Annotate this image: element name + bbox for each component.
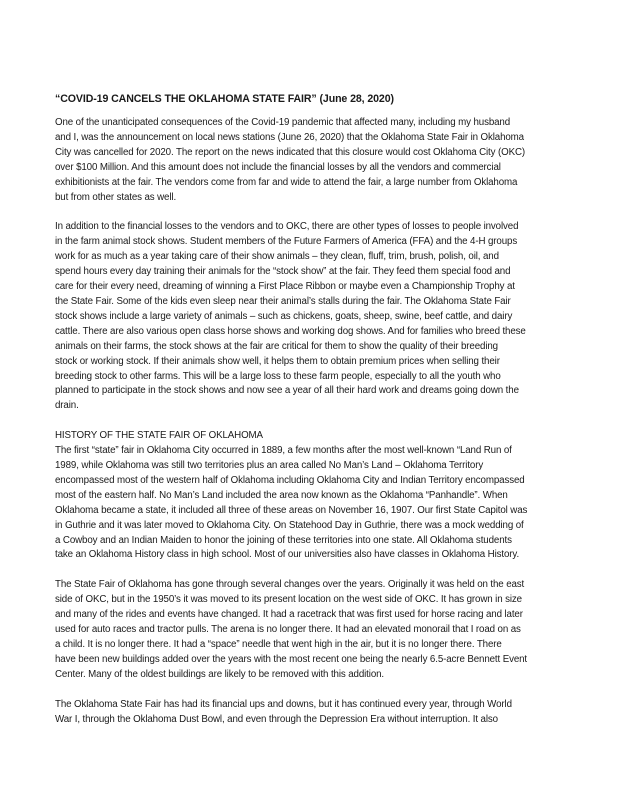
paragraph-fair-changes xyxy=(55,578,575,682)
text-line: War I, through the Oklahoma Dust Bowl, and even through the Depression Era without interruption. It also xyxy=(55,713,498,725)
text-line: The first “state” fair in Oklahoma City occurred in 1889, a few months after the most well-known “Land Run of xyxy=(55,445,512,457)
text-line: used for auto races and tractor pulls. The arena is no longer there. It had an elevated monorail that I road on as xyxy=(55,624,521,636)
text-line: and many of the rides and events have changed. It had a racetrack that was first used for horse racing and later xyxy=(55,609,523,621)
text-line: work for as much as a year taking care of their show animals – they clean, fluff, trim, brush, polish, oil, and xyxy=(55,251,499,263)
text-line: in Guthrie and it was later moved to Oklahoma City. On Statehood Day in Guthrie, there was a mock wedding of xyxy=(55,519,524,531)
text-line: Center. Many of the oldest buildings are likely to be removed with this addition. xyxy=(55,668,385,680)
text-line: and I, was the announcement on local news stations (June 26, 2020) that the Oklahoma State Fair in Oklahoma xyxy=(55,131,524,143)
text-line: care for their every need, dreaming of winning a First Place Ribbon or maybe even a Championship Trophy at xyxy=(55,281,515,293)
text-line: spend hours every day training their animals for the “stock show” at the fair. They feed them special food and xyxy=(55,266,511,278)
text-line: In addition to the financial losses to the vendors and to OKC, there are other types of losses to people involved xyxy=(55,221,519,233)
text-line: Oklahoma became a state, it included all three of these areas on November 16, 1907. Our first State Capitol was xyxy=(55,504,528,516)
text-line: exhibitionists at the fair. The vendors come from far and wide to attend the fair, a large number from Oklahoma xyxy=(55,176,518,188)
text-line: planned to participate in the stock shows and now see a year of all their hard work and dreams going down the xyxy=(55,385,519,397)
text-line: side of OKC, but in the 1950’s it was moved to its present location on the west side of OKC. It has grown in size xyxy=(55,594,522,606)
text-line: encompassed most of the western half of Oklahoma including Oklahoma City and Indian Territory encompassed xyxy=(55,474,525,486)
paragraph-fair-cancellation xyxy=(55,116,575,205)
text-line: the State Fair. Some of the kids even sleep near their animal’s stalls during the fair. The Oklahoma State Fair xyxy=(55,295,511,307)
section-heading: HISTORY OF THE STATE FAIR OF OKLAHOMA xyxy=(55,430,263,442)
document-page xyxy=(55,92,575,743)
text-line: stock shows include a large variety of animals – such as chickens, goats, sheep, swine, beef cattle, and dairy xyxy=(55,310,513,322)
text-line: take an Oklahoma History class in high school. Most of our universities also have classes in Oklahoma History. xyxy=(55,549,520,561)
text-line: One of the unanticipated consequences of the Covid-19 pandemic that affected many, including my husband xyxy=(55,117,511,128)
document-title: “COVID-19 CANCELS THE OKLAHOMA STATE FAIR” (June 28, 2020) xyxy=(55,93,394,105)
text-line: most of the eastern half. No Man’s Land included the area now known as the Oklahoma “Panhandle”. When xyxy=(55,489,508,501)
text-line: but from other states as well. xyxy=(55,191,177,203)
text-line: in the farm animal stock shows. Student members of the Future Farmers of America (FFA) and the 4-H groups xyxy=(55,236,518,248)
text-line: animals on their farms, the stock shows at the fair are critical for them to show the quality of their breeding xyxy=(55,340,498,352)
text-line: cattle. There are also various open class horse shows and working dog shows. And for families who breed these xyxy=(55,325,526,337)
section-history xyxy=(55,429,575,563)
text-line: a Cowboy and an Indian Maiden to honor the joining of these territories into one state. All Oklahoma students xyxy=(55,534,512,546)
text-line: 1989, while Oklahoma was still two territories plus an area called No Man’s Land – Oklahoma Territory xyxy=(55,460,484,472)
text-line: over $100 Million. And this amount does not include the financial losses by all the vendors and commercial xyxy=(55,161,501,173)
text-line: The Oklahoma State Fair has had its financial ups and downs, but it has continued every year, through World xyxy=(55,698,512,710)
text-line: The State Fair of Oklahoma has gone through several changes over the years. Originally it was held on the east xyxy=(55,579,525,591)
paragraph-financial-history xyxy=(55,698,575,728)
text-line: a child. It is no longer there. It had a “space” needle that went high in the air, but it is no longer there. There xyxy=(55,639,502,650)
text-line: stock or working stock. If their animals show well, it helps them to obtain premium prices when selling their xyxy=(55,355,500,367)
text-line: breeding stock to other farms. This will be a large loss to these farm people, especially to all the youth who xyxy=(55,370,501,382)
paragraph-stock-shows xyxy=(55,220,575,414)
text-line: City was cancelled for 2020. The report on the news indicated that this closure would cost Oklahoma City (OKC) xyxy=(55,146,526,158)
text-line: have been new buildings added over the years with the most recent one being the nearly 6.5-acre Bennett Event xyxy=(55,653,528,665)
text-line: drain. xyxy=(55,400,79,412)
